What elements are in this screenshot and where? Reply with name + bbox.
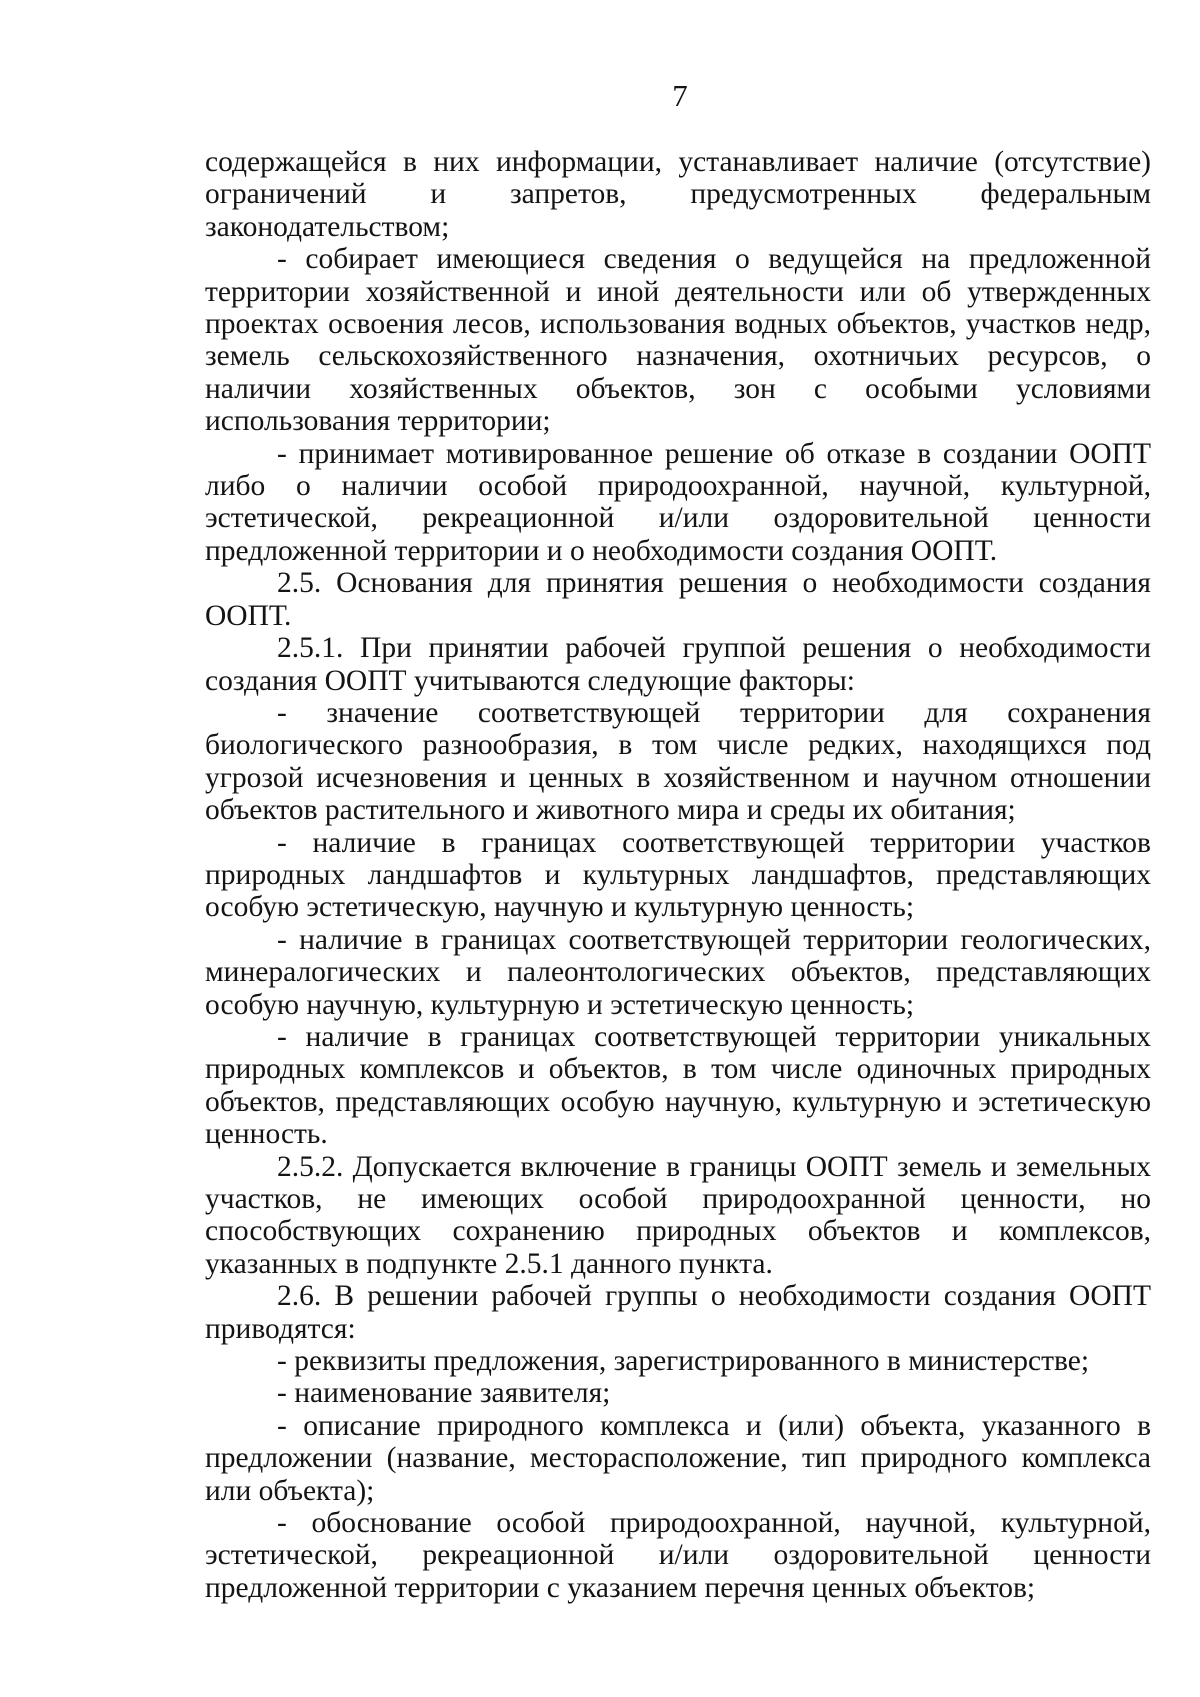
item-proposal-details: - реквизиты предложения, зарегистрированного в министерстве; [277, 1345, 1090, 1378]
section-2-5-2: 2.5.2. Допускается включение в границы ООПТ земель и земельных участков, не имеющих особой природоохранной ценности, но способствующих сохранению природных объектов и комплексов, указанных в подпункте 2.5.1 данного пункта. [205, 1150, 1151, 1280]
paragraph-collects-information: - собирает имеющиеся сведения о ведущейся на предложенной территории хозяйственной и иной деятельности или об утвержденных проектах освоения лесов, использования водных объектов, участков недр, земель сельскохозяйственного назначения, охотничьих ресурсов, о наличии хозяйственных объектов, зон с особыми условиями использования территории; [205, 243, 1151, 438]
paragraph-makes-decision: - принимает мотивированное решение об отказе в создании ООПТ либо о наличии особой природоохранной, научной, культурной, эстетической, рекреационной и/или оздоровительной ценности предложенной территории и о необходимости создания ООПТ. [205, 437, 1151, 567]
section-2-5-heading: 2.5. Основания для принятия решения о необходимости создания ООПТ. [205, 567, 1151, 632]
item-value-justification: - обоснование особой природоохранной, научной, культурной, эстетической, рекреационной и/или оздоровительной ценности предложенной территории с указанием перечня ценных объектов; [205, 1507, 1151, 1604]
factor-biodiversity: - значение соответствующей территории для сохранения биологического разнообразия, в том числе редких, находящихся под угрозой исчезновения и ценных в хозяйственном и научном отношении объектов растительного и животного мира и среды их обитания; [205, 696, 1151, 827]
section-2-6: 2.6. В решении рабочей группы о необходимости создания ООПТ приводятся: [205, 1280, 1151, 1345]
factor-unique-complexes: - наличие в границах соответствующей территории уникальных природных комплексов и объектов, в том числе одиночных природных объектов, представляющих особую научную, культурную и эстетическую ценность. [205, 1020, 1151, 1151]
factor-landscapes: - наличие в границах соответствующей территории участков природных ландшафтов и культурных ландшафтов, представляющих особую эстетическую, научную и культурную ценность; [205, 826, 1151, 924]
item-applicant-name: - наименование заявителя; [277, 1377, 611, 1410]
document-body [205, 146, 1151, 1604]
section-2-5-1: 2.5.1. При принятии рабочей группой решения о необходимости создания ООПТ учитываются следующие факторы: [205, 632, 1151, 697]
factor-geological-objects: - наличие в границах соответствующей территории геологических, минералогических и палеонтологических объектов, представляющих особую научную, культурную и эстетическую ценность; [205, 923, 1151, 1021]
item-complex-description: - описание природного комплекса и (или) объекта, указанного в предложении (название, месторасположение, тип природного комплекса или объекта); [205, 1409, 1151, 1507]
paragraph-continuation: содержащейся в них информации, устанавливает наличие (отсутствие) ограничений и запретов, предусмотренных федеральным законодательством; [205, 146, 1151, 243]
page-number: 7 [672, 78, 688, 113]
